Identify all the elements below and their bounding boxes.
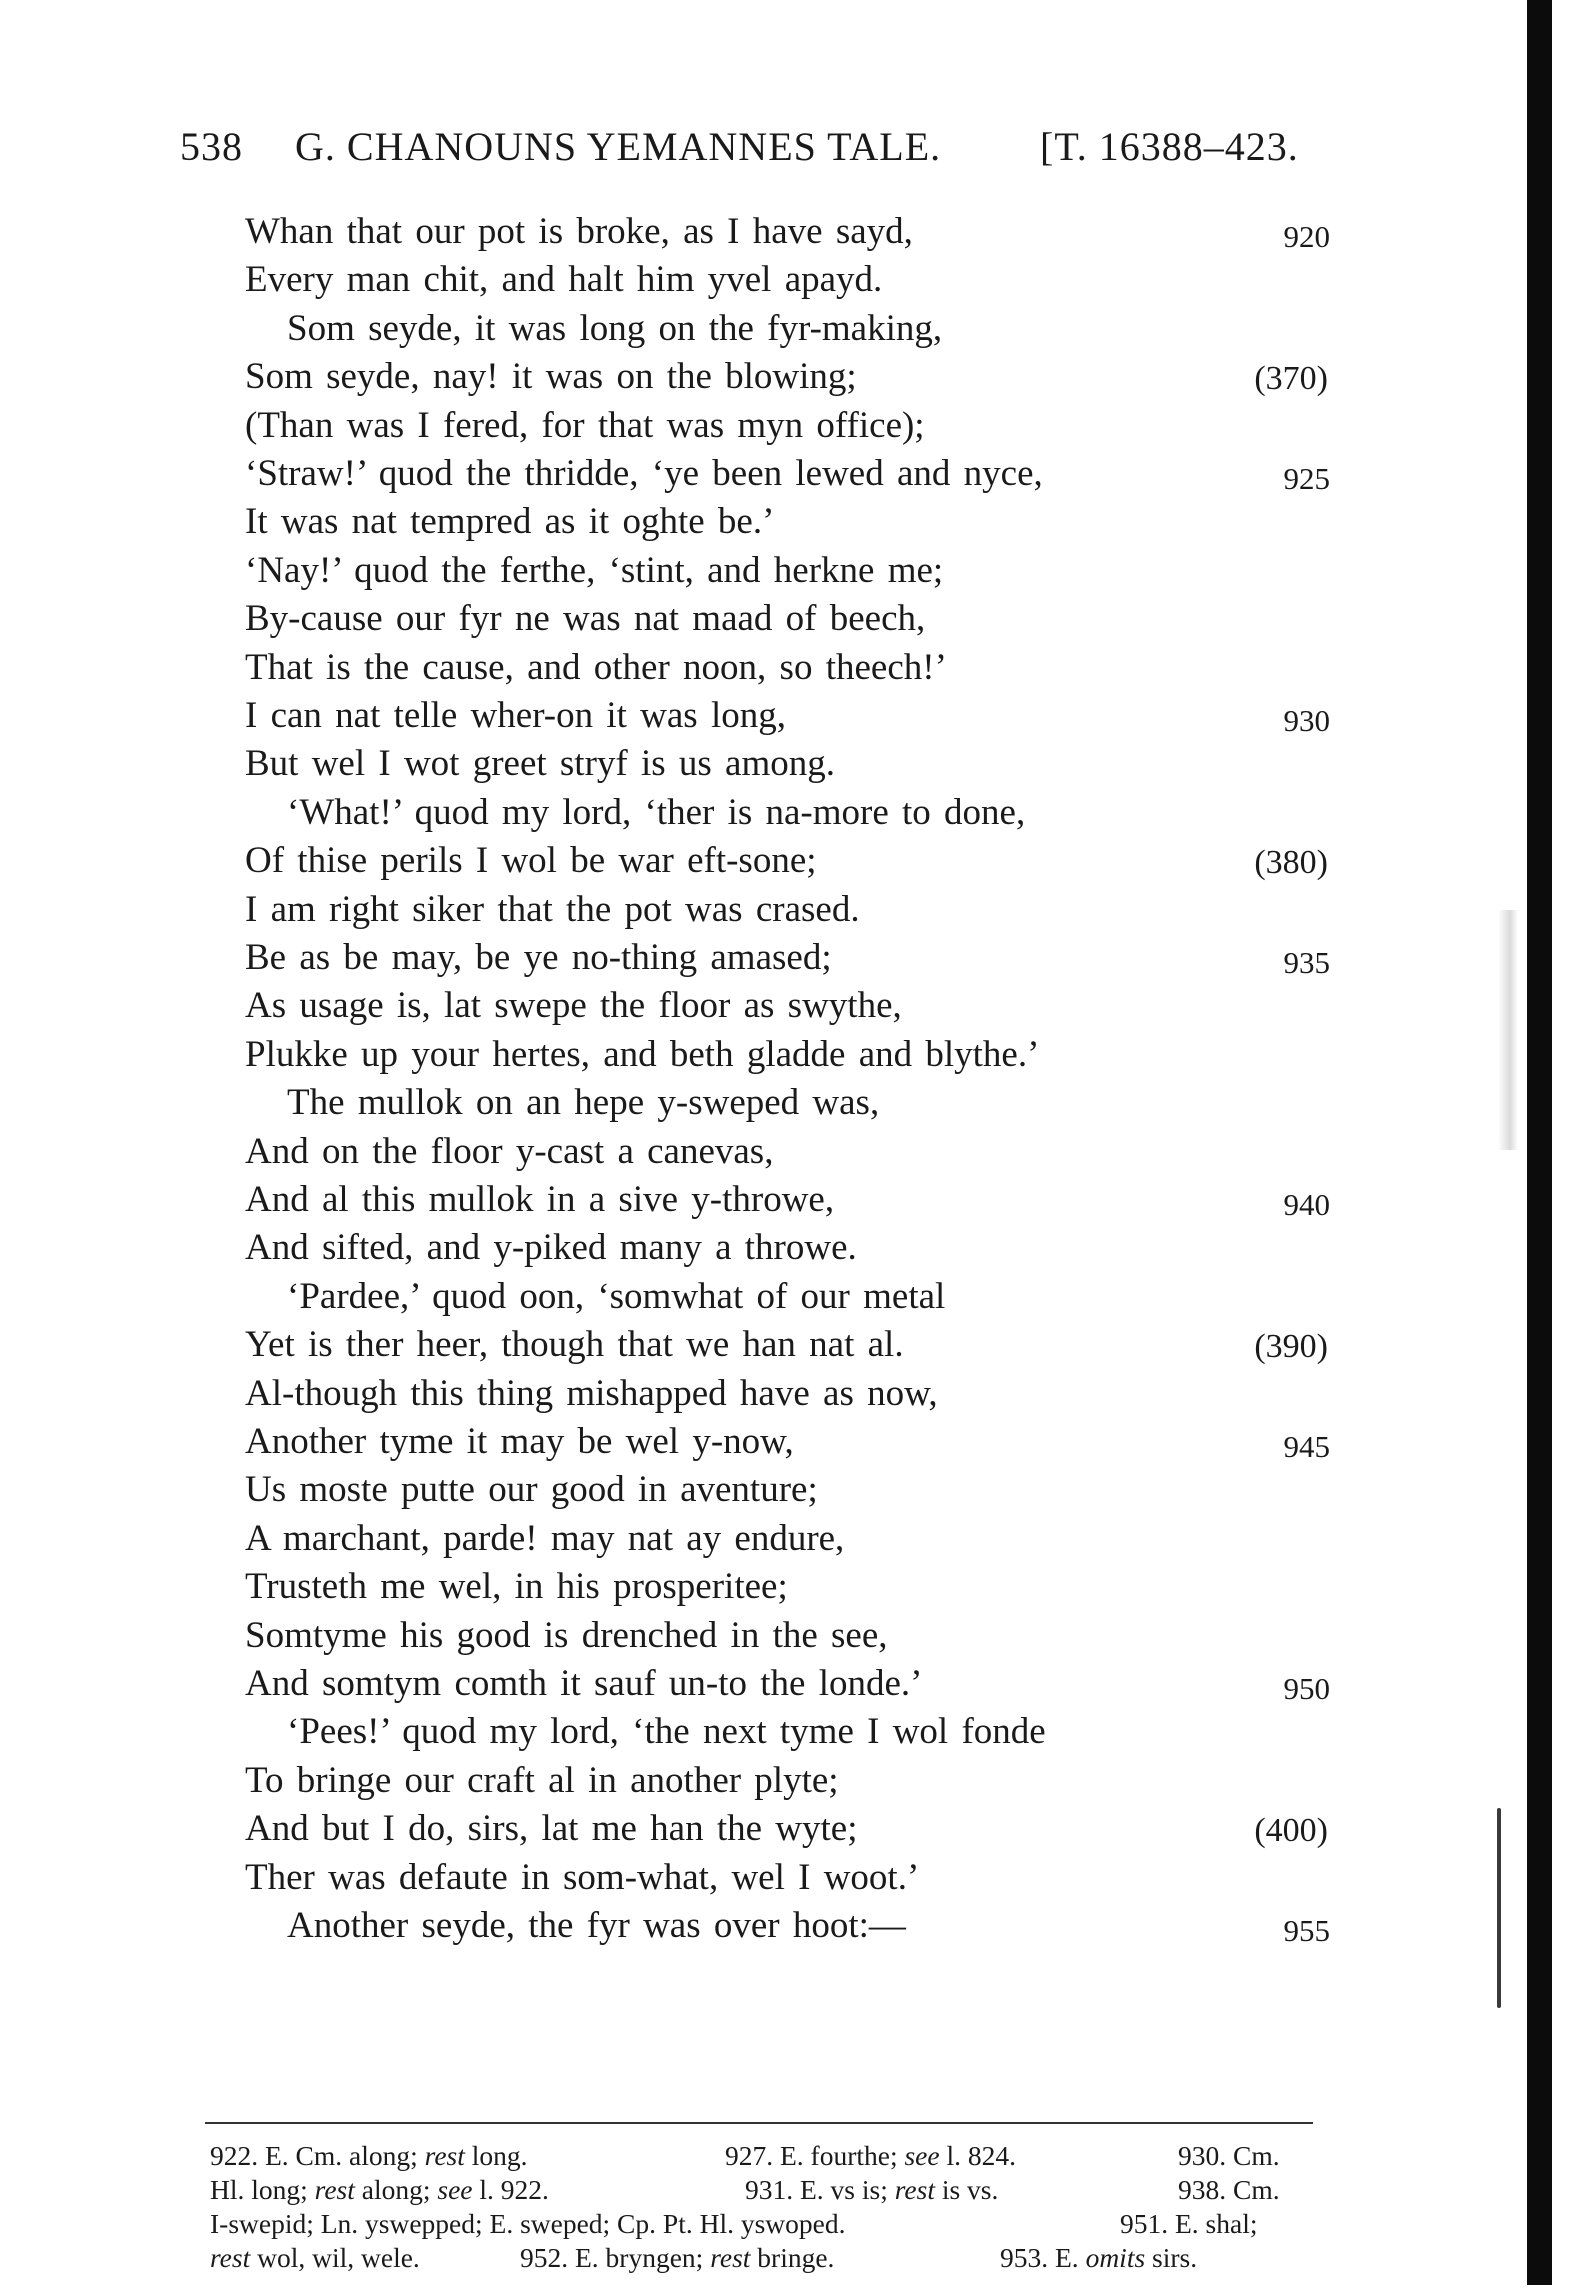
footnotes [210, 2139, 1318, 2289]
verse-text: It was nat tempred as it oghte be.’ [245, 501, 775, 543]
verse-text: ‘Pardee,’ quod oon, ‘somwhat of our metal [287, 1275, 946, 1317]
footnote-931: 931. E. vs is; rest is vs. [745, 2174, 999, 2205]
verse-text: Of thise perils I wol be war eft-sone; [245, 840, 817, 882]
verse-text: (Than was I fered, for that was myn office); [245, 404, 925, 446]
footnote-line [210, 2207, 1318, 2241]
verse-line [245, 1370, 1330, 1418]
verse-text: Every man chit, and halt him yvel apayd. [245, 259, 883, 301]
verse-line [245, 934, 1330, 982]
verse-line [245, 692, 1330, 740]
verse-text: And on the floor y-cast a canevas, [245, 1130, 774, 1172]
running-header [180, 123, 1330, 183]
line-number: 930 [1283, 703, 1330, 738]
verse-text: Som seyde, nay! it was on the blowing; [245, 356, 857, 398]
verse-text: Us moste putte our good in aventure; [245, 1469, 818, 1511]
verse-line [245, 1079, 1330, 1127]
verse-line [245, 1854, 1330, 1902]
verse-line [245, 208, 1330, 256]
verse-line [245, 305, 1330, 353]
verse-line [245, 982, 1330, 1030]
verse-line [245, 1757, 1330, 1805]
verse-text: Al-though this thing mishapped have as now, [245, 1372, 938, 1414]
verse-text: Trusteth me wel, in his prosperitee; [245, 1566, 788, 1608]
footnote-line [210, 2241, 1318, 2275]
footnote-953: 953. E. omits sirs. [1000, 2242, 1198, 2273]
verse-line [245, 256, 1330, 304]
footnote-952: 952. E. bryngen; rest bringe. [520, 2242, 835, 2273]
page-number: 538 [180, 124, 243, 169]
verse-line [245, 1418, 1330, 1466]
verse-text: The mullok on an hepe y-sweped was, [287, 1082, 880, 1124]
page-edge-shadow [1527, 0, 1552, 2285]
verse-line [245, 498, 1330, 546]
verse-line [245, 1176, 1330, 1224]
line-number: 940 [1283, 1187, 1330, 1222]
verse-line [245, 450, 1330, 498]
verse-text: That is the cause, and other noon, so theech!’ [245, 646, 947, 688]
footnote-922: 922. E. Cm. along; rest long. [210, 2140, 528, 2171]
tyrwhitt-line-number: (370) [1254, 360, 1328, 398]
verse-text: Plukke up your hertes, and beth gladde and blythe.’ [245, 1033, 1040, 1075]
line-number: 935 [1283, 945, 1330, 980]
verse-line [245, 1660, 1330, 1708]
running-title: G. CHANOUNS YEMANNES TALE. [295, 124, 942, 169]
verse-line [245, 595, 1330, 643]
tyrwhitt-line-number: (400) [1254, 1812, 1328, 1850]
verse-line [245, 1031, 1330, 1079]
line-number: 920 [1283, 219, 1330, 254]
verse-text: Ther was defaute in som-what, wel I woot.’ [245, 1856, 920, 1898]
verse-line [245, 1563, 1330, 1611]
scan-mark [1497, 1808, 1501, 2008]
footnote-rule [205, 2122, 1313, 2124]
verse-text: And sifted, and y-piked many a throwe. [245, 1227, 857, 1269]
verse-line [245, 1128, 1330, 1176]
verse-text: I can nat telle wher-on it was long, [245, 695, 786, 736]
footnote-line [210, 2139, 1318, 2173]
verse-text: And but I do, sirs, lat me han the wyte; [245, 1808, 858, 1850]
footnote-line [210, 2173, 1318, 2207]
verse-line [245, 402, 1330, 450]
line-number: 925 [1283, 461, 1330, 496]
verse-line [245, 1902, 1330, 1950]
verse-text: Whan that our pot is broke, as I have sayd, [245, 211, 913, 252]
verse-line [245, 837, 1330, 885]
verse-line [245, 1805, 1330, 1853]
verse-text: By-cause our fyr ne was nat maad of beech, [245, 598, 926, 640]
verse-line [245, 886, 1330, 934]
verse-text: ‘Pees!’ quod my lord, ‘the next tyme I wol fonde [287, 1711, 1046, 1753]
footnote-951-start: 951. E. shal; [1120, 2208, 1258, 2239]
footnote-938-start: 938. Cm. [1178, 2174, 1280, 2205]
verse-line [245, 644, 1330, 692]
verse-line [245, 1612, 1330, 1660]
verse-text: Yet is ther heer, though that we han nat al. [245, 1324, 904, 1366]
footnote-938-cont: I-swepid; Ln. yswepped; E. sweped; Cp. Pt. Hl. yswoped. [210, 2208, 846, 2239]
line-number: 950 [1283, 1671, 1330, 1706]
verse-line [245, 1321, 1330, 1369]
verse-text: I am right siker that the pot was crased. [245, 888, 860, 930]
scan-smudge [1498, 910, 1518, 1150]
verse-line [245, 1708, 1330, 1756]
verse-line [245, 1515, 1330, 1563]
verse-line [245, 353, 1330, 401]
verse-text: Som seyde, it was long on the fyr-making, [287, 307, 943, 349]
footnote-927: 927. E. fourthe; see l. 824. [725, 2140, 1016, 2171]
verse-text: Another tyme it may be wel y-now, [245, 1421, 794, 1462]
verse-text: And al this mullok in a sive y-throwe, [245, 1179, 835, 1220]
verse-text: Somtyme his good is drenched in the see, [245, 1614, 888, 1656]
footnote-930-cont: Hl. long; rest along; see l. 922. [210, 2174, 549, 2205]
verse-text: ‘Nay!’ quod the ferthe, ‘stint, and herkne me; [245, 549, 944, 591]
verse-text: Another seyde, the fyr was over hoot:— [287, 1905, 906, 1946]
verse-line [245, 740, 1330, 788]
verse-text: As usage is, lat swepe the floor as swythe, [245, 985, 902, 1027]
verse-line [245, 1224, 1330, 1272]
tyrwhitt-line-number: (390) [1254, 1328, 1328, 1366]
line-range-reference: [T. 16388–423. [1040, 124, 1299, 169]
line-number: 955 [1283, 1913, 1330, 1948]
footnote-930-start: 930. Cm. [1178, 2140, 1280, 2171]
line-number: 945 [1283, 1429, 1330, 1464]
verse-line [245, 789, 1330, 837]
verse-text: ‘Straw!’ quod the thridde, ‘ye been lewed and nyce, [245, 453, 1043, 494]
verse-block [245, 208, 1330, 1968]
verse-text: A marchant, parde! may nat ay endure, [245, 1517, 845, 1559]
verse-line [245, 1466, 1330, 1514]
verse-text: And somtym comth it sauf un-to the londe.’ [245, 1663, 923, 1704]
verse-text: To bringe our craft al in another plyte; [245, 1759, 839, 1801]
verse-text: Be as be may, be ye no-thing amased; [245, 937, 832, 978]
verse-line [245, 1273, 1330, 1321]
tyrwhitt-line-number: (380) [1254, 844, 1328, 882]
footnote-951-cont: rest wol, wil, wele. [210, 2242, 420, 2273]
verse-text: ‘What!’ quod my lord, ‘ther is na-more to done, [287, 791, 1026, 833]
verse-text: But wel I wot greet stryf is us among. [245, 743, 835, 785]
verse-line [245, 547, 1330, 595]
